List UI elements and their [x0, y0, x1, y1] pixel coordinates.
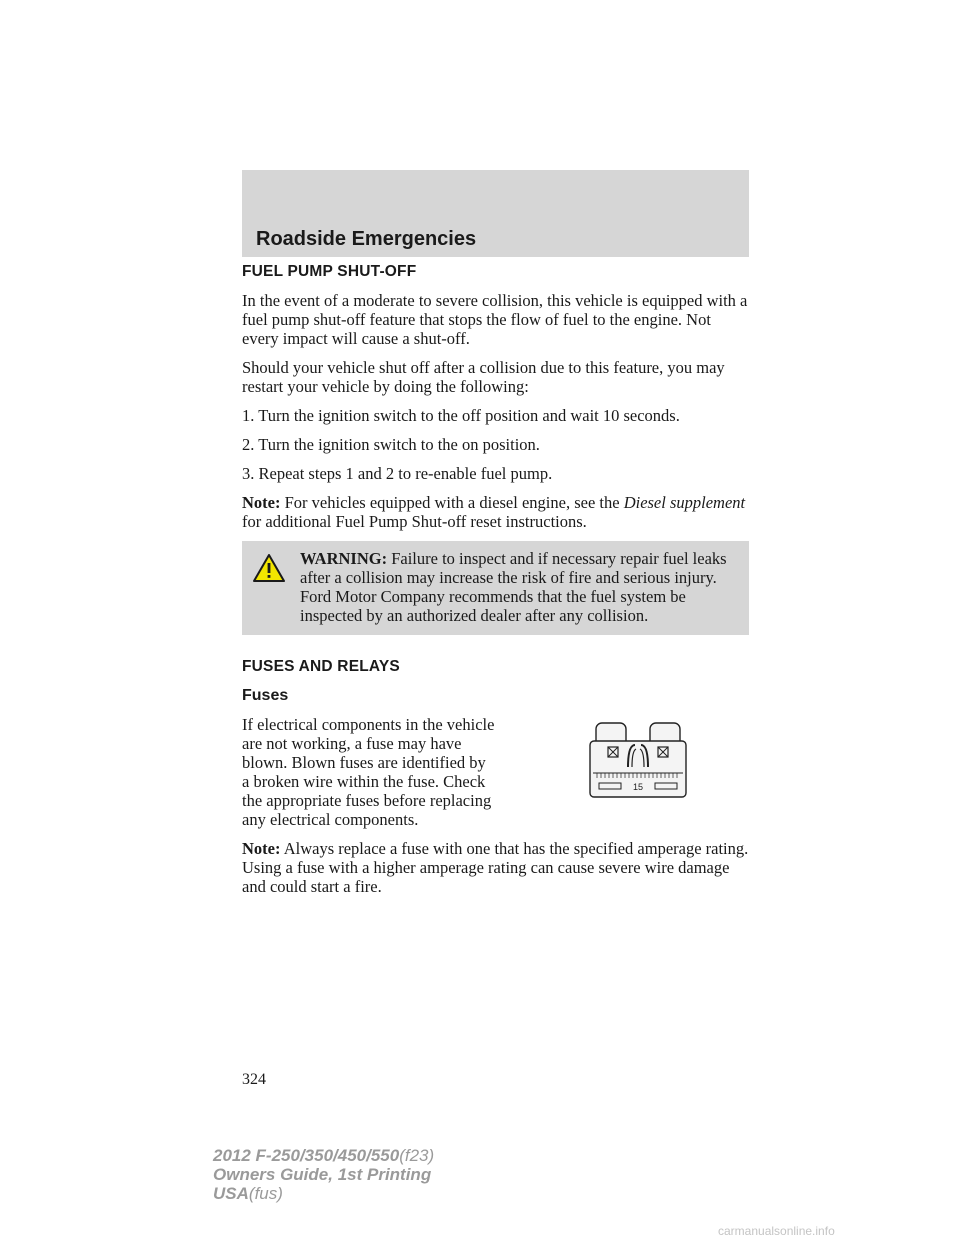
section-title: Roadside Emergencies	[256, 228, 477, 250]
fuses-note	[242, 839, 749, 896]
step-3: 3. Repeat steps 1 and 2 to re-enable fuel pump.	[242, 464, 553, 483]
warning-triangle-icon	[252, 553, 286, 583]
note-text-after: for additional Fuel Pump Shut-off reset instructions.	[242, 512, 587, 531]
footer-model: 2012 F-250/350/450/550	[213, 1146, 400, 1165]
footer-guide: Owners Guide, 1st Printing	[213, 1165, 432, 1184]
fuses-body: If electrical components in the vehicle are not working, a fuse may have blown. Blown fuses are identified by a broken wire within the fuse. Check the appropriate fuses before replacing any electrical components.	[242, 715, 495, 829]
step-1: 1. Turn the ignition switch to the off position and wait 10 seconds.	[242, 406, 680, 425]
section-header-bar	[242, 170, 749, 257]
fuses-note-label: Note:	[242, 839, 281, 858]
footer-region: USA	[213, 1184, 249, 1203]
fuse-illustration	[587, 715, 689, 801]
fuel-pump-restart: Should your vehicle shut off after a collision due to this feature, you may restart your vehicle by doing the following:	[242, 358, 725, 396]
fuses-subheading: Fuses	[242, 687, 289, 704]
fuel-pump-heading: FUEL PUMP SHUT-OFF	[242, 263, 417, 280]
footer-region-code: (fus)	[248, 1184, 283, 1203]
watermark-text: carmanualsonline.info	[718, 1224, 835, 1238]
footer-publication-info	[213, 1146, 434, 1203]
page-content	[242, 262, 749, 906]
footer-line-model	[213, 1146, 434, 1165]
fuel-pump-intro: In the event of a moderate to severe collision, this vehicle is equipped with a fuel pump shut-off feature that stops the flow of fuel to the engine. Not every impact will cause a shut-off.	[242, 291, 748, 348]
step-2: 2. Turn the ignition switch to the on position.	[242, 435, 540, 454]
footer-model-code: (f23)	[399, 1146, 435, 1165]
warning-label: WARNING:	[300, 549, 388, 568]
warning-text	[248, 549, 743, 625]
fuse-rating-label: 15	[632, 782, 644, 792]
fuse-section	[242, 715, 749, 829]
note-text-before: For vehicles equipped with a diesel engine, see the	[284, 493, 624, 512]
warning-box	[242, 541, 749, 635]
note-label: Note:	[242, 493, 281, 512]
warning-body: Failure to inspect and if necessary repair fuel leaks after a collision may increase the risk of fire and serious injury. Ford Motor Company recommends that the fuel system be inspected by an authorized dealer after any collision.	[300, 549, 727, 625]
fuel-pump-note	[242, 493, 749, 531]
diesel-supplement-reference: Diesel supplement	[623, 493, 746, 512]
footer-line-region	[213, 1184, 434, 1203]
fuses-note-text: Always replace a fuse with one that has the specified amperage rating. Using a fuse with a higher amperage rating can cause severe wire damage and could start a fire.	[242, 839, 749, 896]
fuses-relays-heading: FUSES AND RELAYS	[242, 658, 400, 675]
page-number: 324	[242, 1071, 266, 1088]
